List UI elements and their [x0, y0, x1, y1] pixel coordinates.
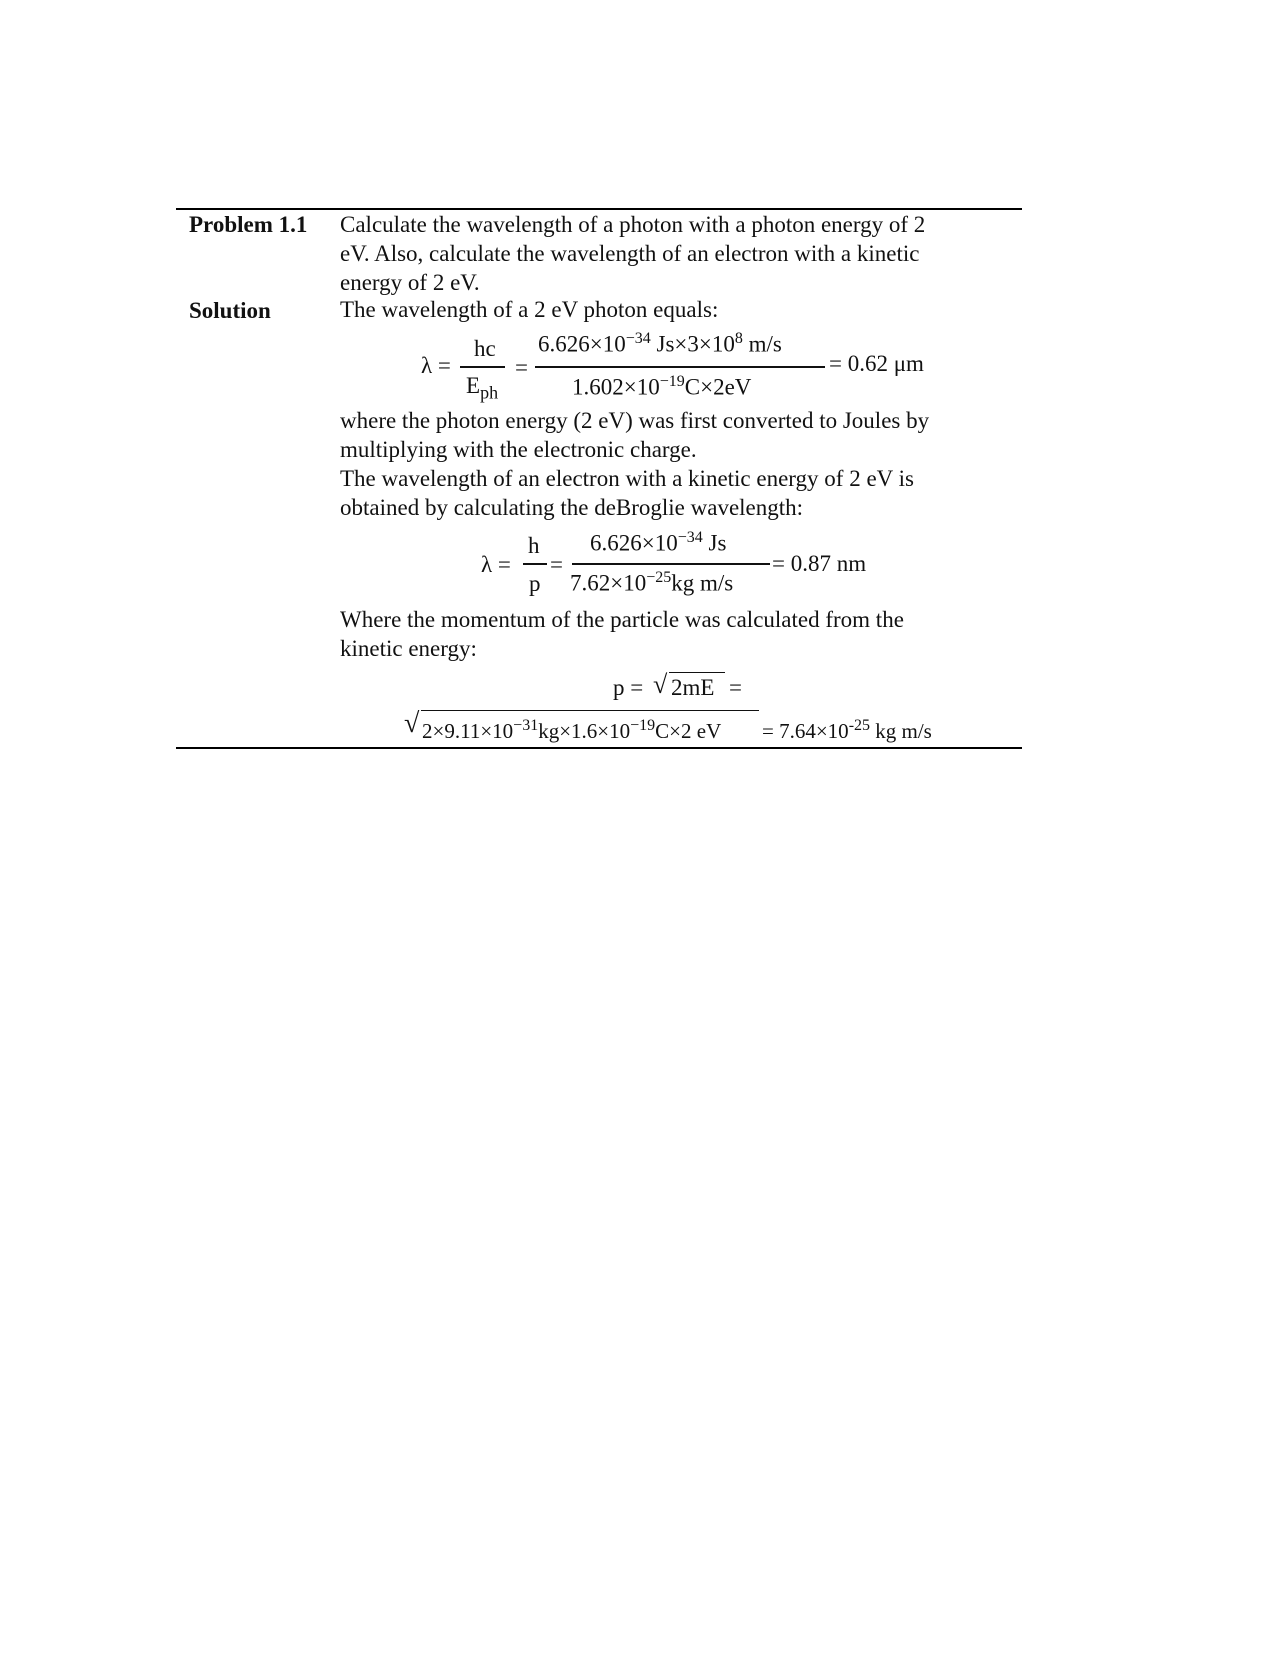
- eq1-denominator: $1.602\times 10^{-19}C\times 2eV$: [572, 373, 752, 400]
- eq3-lhs: p =: [613, 675, 644, 700]
- sqrt-symbol-icon: √: [653, 670, 668, 699]
- solution-intro: The wavelength of a 2 eV photon equals:: [340, 297, 719, 322]
- solution-label: Solution: [189, 298, 271, 323]
- paragraph-momentum: Where the momentum of the particle was calculated from the kinetic energy:: [340, 607, 904, 661]
- eq1-lhs: λ =: [421, 353, 451, 378]
- eq2-equals: =: [550, 552, 563, 577]
- eq1-num1: hc: [474, 336, 496, 361]
- eq1-den-exponent: −19: [659, 373, 685, 390]
- eq1-num-exponent: −34: [625, 330, 651, 347]
- eq3-equals: =: [729, 675, 742, 700]
- eq2-den1: p: [529, 571, 541, 596]
- eq1-numerator: $6.626\times 10^{-34}$ $Js\times 3\times 10^8$ m/s: [538, 330, 782, 357]
- eq2-fraction-line-1: [523, 563, 547, 565]
- eq1-fraction-line-2: [535, 366, 825, 368]
- eq3-radicand: 2mE: [671, 675, 715, 700]
- eq2-denominator: $7.62\times 10^{-25}kg$ m/s: [570, 569, 734, 596]
- eq2-num1: h: [528, 533, 540, 558]
- eq4-result: = $7.64\times 10^{-25}$ kg m/s: [762, 717, 932, 743]
- sqrt-symbol-icon: √: [404, 708, 420, 739]
- problem-label: Problem 1.1: [189, 212, 308, 237]
- eq4-result-exponent: -25: [848, 717, 871, 734]
- eq4-exponent-2: −19: [630, 717, 656, 734]
- problem-text: Calculate the wavelength of a photon with a photon energy of 2 eV. Also, calculate the wavelength of an electron with a kinetic energy of 2 eV.: [340, 212, 926, 295]
- eq4-radicand: $2\times 9.11\times 10^{-31}kg\times 1.6\times 10^{-19}C\times 2$ eV: [422, 717, 722, 743]
- eq1-equals: =: [515, 355, 528, 380]
- eq4-exponent-1: −31: [513, 717, 539, 734]
- eq2-lhs: λ =: [481, 552, 511, 577]
- eq2-den-exponent: −25: [646, 569, 672, 586]
- eq2-num-exponent: −34: [677, 529, 703, 546]
- eq3-radical-bar: [669, 672, 725, 673]
- eq4-radical-bar: [421, 710, 759, 711]
- eq2-result: = 0.87 nm: [772, 551, 867, 576]
- paragraph-debroglie: The wavelength of an electron with a kinetic energy of 2 eV is obtained by calculating the deBroglie wavelength:: [340, 466, 914, 520]
- eq1-den1-subscript: ph: [480, 382, 499, 403]
- eq1-num-exponent-2: 8: [734, 330, 743, 347]
- eq1-result: = 0.62 μm: [829, 351, 924, 376]
- eq1-den1: $E_{ph}$: [466, 373, 499, 403]
- eq2-numerator: $6.626\times 10^{-34}$ Js: [590, 529, 727, 556]
- eq2-fraction-line-2: [572, 563, 770, 565]
- paragraph-conversion: where the photon energy (2 eV) was first converted to Joules by multiplying with the electronic charge.: [340, 408, 930, 462]
- bottom-rule: [176, 747, 1022, 749]
- eq1-fraction-line-1: [460, 366, 505, 368]
